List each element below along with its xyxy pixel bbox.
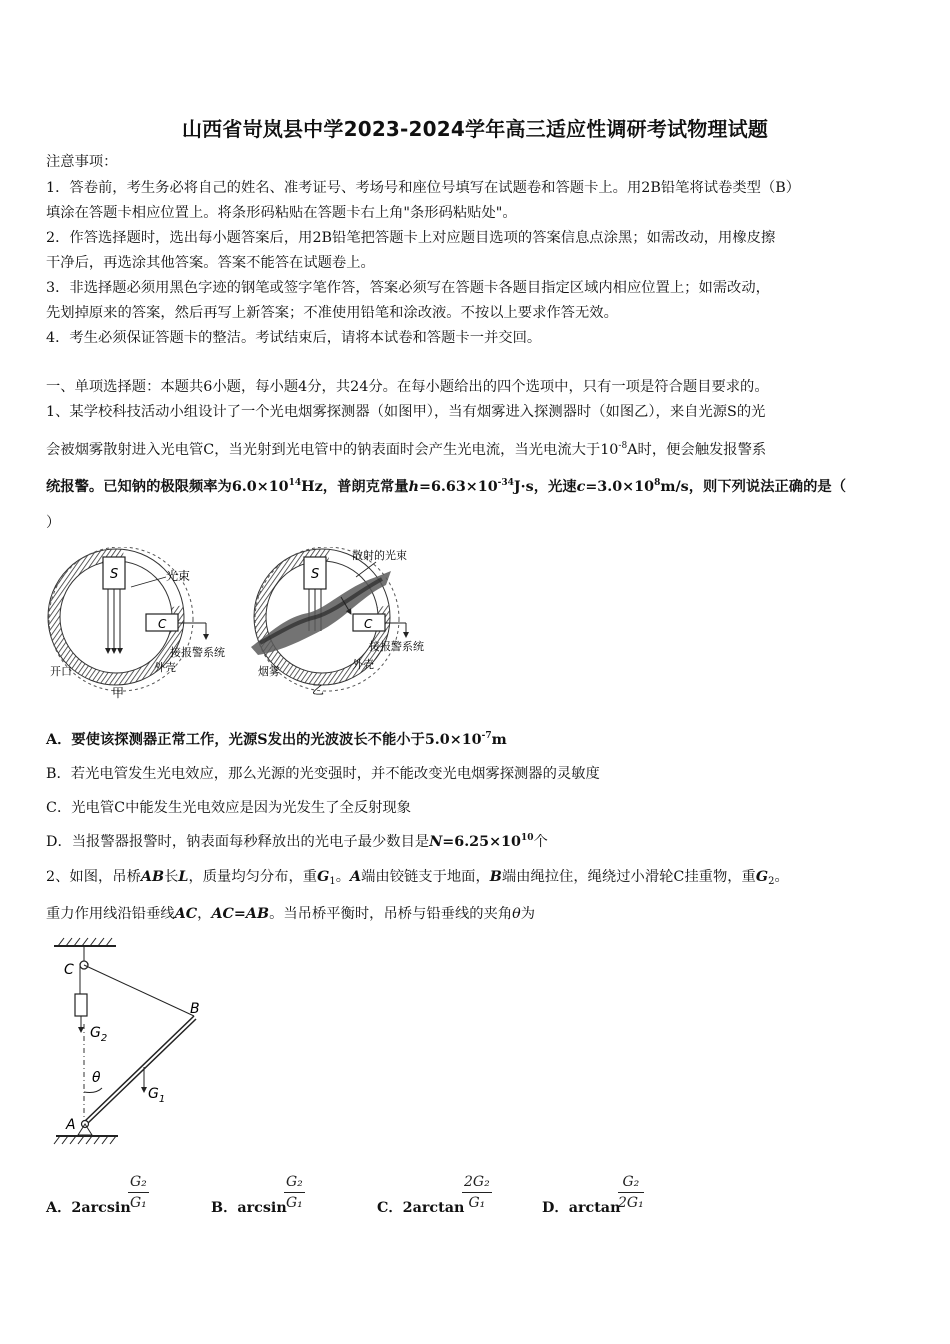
notice-line: 3．非选择题必须用黑色字迹的钢笔或签字笔作答，答案必须写在答题卡各题目指定区域内相应位置上；如需改动， <box>46 280 770 296</box>
fig-label-C: C <box>158 617 167 631</box>
q1-stem-line: ） <box>46 515 61 531</box>
figure-jia <box>46 547 225 700</box>
fig-label-shell: 外壳 <box>352 658 374 671</box>
q1-stem-line: 统报警。已知钠的极限频率为$6.0\times 10^{14}Hz$，普朗克常量$h=6.63\times 10^{-34}J\cdot s$，光速$c=3.0\times 10^8m/s$，则下列说法正确的是（ <box>46 478 846 495</box>
fig-label-smoke: 烟雾 <box>258 665 280 678</box>
fig-label-S: S <box>311 567 320 582</box>
fig-label-A: A <box>66 1117 76 1133</box>
notice-line: 2．作答选择题时，选出每小题答案后，用2B铅笔把答题卡上对应题目选项的答案信息点涂黑；如需改动，用橡皮擦 <box>46 230 776 246</box>
q2-option-a-label: A．2arcsin <box>46 1200 131 1216</box>
page-title: 山西省岢岚县中学2023-2024学年高三适应性调研考试物理试题 <box>181 117 769 141</box>
q2-option-d-fraction: $\frac{\text{G₂}}{\text{2G₁}}$ <box>618 1174 644 1211</box>
q2-option-b-label: B．arcsin <box>211 1200 287 1216</box>
q1-option-d: D．当报警器报警时，钠表面每秒释放出的光电子最少数目是$N=6.25\times 10^{10}$个 <box>46 833 548 850</box>
fig-label-C: C <box>64 962 74 978</box>
fig-label-B: B <box>190 1001 200 1017</box>
section-heading: 一、单项选择题：本题共6小题，每小题4分，共24分。在每小题给出的四个选项中，只有一项是符合题目要求的。 <box>46 379 769 395</box>
drawbridge-figure <box>44 932 244 1152</box>
q2-option-a-fraction: $\frac{\text{G₂}}{\text{G₁}}$ <box>130 1174 147 1211</box>
fig-label-beam: 光束 <box>166 569 191 583</box>
q1-option-a: A．要使该探测器正常工作，光源S发出的光波波长不能小于$5.0\times 10^{-7}m$ <box>46 731 507 748</box>
notice-line: 干净后，再选涂其他答案。答案不能答在试题卷上。 <box>46 255 375 271</box>
notice-line: 先划掉原来的答案，然后再写上新答案；不准使用铅笔和涂改液。不按以上要求作答无效。 <box>46 305 618 321</box>
q2-option-c-label: C．2arctan <box>377 1200 465 1216</box>
fig-label-alarm: 接报警系统 <box>369 640 424 653</box>
fig-label-scattered: 散射的光束 <box>352 549 407 562</box>
fig-label-shell: 外壳 <box>154 661 176 674</box>
q2-option-d-label: D．arctan <box>542 1200 621 1216</box>
fig-label-alarm: 接报警系统 <box>170 646 225 659</box>
q2-option-b-fraction: $\frac{\text{G₂}}{\text{G₁}}$ <box>286 1174 303 1211</box>
fig-label-opening: 开口 <box>50 665 72 678</box>
fig-label-theta: θ <box>92 1070 101 1086</box>
q1-option-b: B．若光电管发生光电效应，那么光源的光变强时，并不能改变光电烟雾探测器的灵敏度 <box>46 766 600 782</box>
fig-label-S: S <box>110 567 119 582</box>
notice-line: 4．考生必须保证答题卡的整洁。考试结束后，请将本试卷和答题卡一并交回。 <box>46 330 542 346</box>
notice-line: 1．答卷前，考生务必将自己的姓名、准考证号、考场号和座位号填写在试题卷和答题卡上。用2B铅笔将试卷类型（B） <box>46 180 801 196</box>
fig-label-yi: 乙 <box>312 683 325 697</box>
q2-option-c-fraction: $\frac{\text{2G₂}}{\text{G₁}}$ <box>464 1174 490 1211</box>
smoke-detector-figure <box>46 547 446 702</box>
q1-option-c: C．光电管C中能发生光电效应是因为光发生了全反射现象 <box>46 800 412 816</box>
fig-label-jia: 甲 <box>112 686 125 700</box>
fig-label-C: C <box>364 617 373 631</box>
fig-label-G2: $G_2$ <box>90 1025 108 1044</box>
notice-line: 填涂在答题卡相应位置上。将条形码粘贴在答题卡右上角"条形码粘贴处"。 <box>46 205 517 221</box>
figure-yi <box>250 547 424 697</box>
q2-stem-line: 2、如图，吊桥AB长L，质量均匀分布，重$G_1$。A端由铰链支于地面，B端由绳拉住，绳绕过小滑轮C挂重物，重$G_2$。 <box>46 869 789 887</box>
q1-stem-line: 会被烟雾散射进入光电管C，当光射到光电管中的钠表面时会产生光电流，当光电流大于$10^{-8}A$时，便会触发报警系 <box>46 441 767 458</box>
notice-heading: 注意事项： <box>46 154 118 170</box>
q1-stem-line: 1、某学校科技活动小组设计了一个光电烟雾探测器（如图甲），当有烟雾进入探测器时（如图乙），来自光源S的光 <box>46 404 766 420</box>
fig-label-G1: $G_1$ <box>148 1086 166 1105</box>
q2-stem-line: 重力作用线沿铅垂线AC，AC=AB。当吊桥平衡时，吊桥与铅垂线的夹角θ为 <box>46 906 536 922</box>
